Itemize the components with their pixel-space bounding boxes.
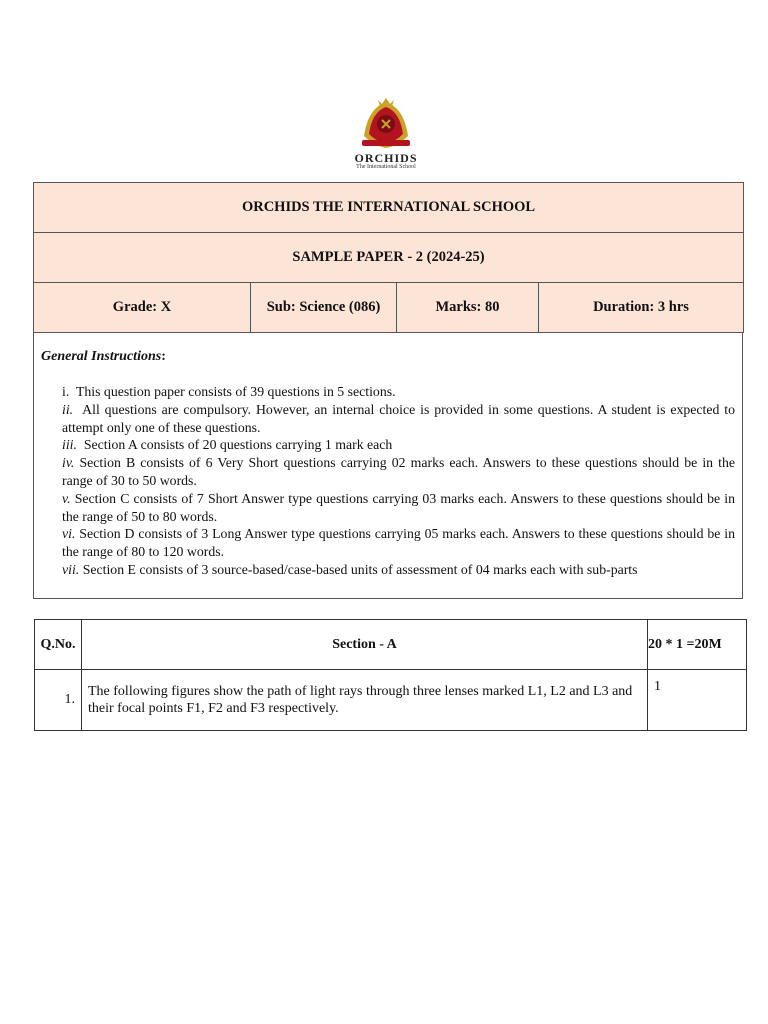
section-a-table [34,619,747,731]
logo-name: ORCHIDS [354,151,418,165]
school-logo [346,96,426,176]
instruction-item: iv. Section B consists of 6 Very Short questions carrying 02 marks each. Answers to these questions should be in the range of 30 to 50 words. [62,455,735,488]
paper-header-table [33,182,744,333]
subject-cell: Sub: Science (086) [251,283,397,333]
marks-cell: Marks: 80 [397,283,539,333]
marks-header: 20 * 1 =20M [648,620,747,670]
instruction-item: i. This question paper consists of 39 questions in 5 sections. [62,384,396,399]
paper-title: SAMPLE PAPER - 2 (2024-25) [34,233,744,283]
instruction-item: iii. Section A consists of 20 questions carrying 1 mark each [62,437,393,453]
question-marks: 1 [648,670,747,731]
instruction-item: v. Section C consists of 7 Short Answer type questions carrying 03 marks each. Answers to these questions should be in the range of 50 to 80 words. [62,490,735,524]
qno-header: Q.No. [35,620,82,670]
crest-icon [358,96,414,154]
instructions-list [62,383,735,579]
instructions-box [33,333,743,599]
question-text: The following figures show the path of light rays through three lenses marked L1, L2 and L3 and their focal points F1, F2 and F3 respectively. [82,670,648,731]
duration-cell: Duration: 3 hrs [539,283,744,333]
table-row [35,670,747,731]
instruction-item: ii. All questions are compulsory. However, an internal choice is provided in some questions. A student is expected to attempt only one of these questions. [62,401,736,435]
school-name: ORCHIDS THE INTERNATIONAL SCHOOL [34,183,744,233]
instruction-item: vi. Section D consists of 3 Long Answer type questions carrying 05 marks each. Answers to these questions should be in the range of 80 to 120 words. [62,526,736,560]
instruction-item: vii. Section E consists of 3 source-based/case-based units of assessment of 04 marks each with sub-parts [62,561,638,577]
section-header: Section - A [82,620,648,670]
logo-tagline: The International School [356,164,416,170]
grade-cell: Grade: X [34,283,251,333]
instructions-title: General Instructions: [41,349,166,364]
question-number: 1. [35,670,82,731]
